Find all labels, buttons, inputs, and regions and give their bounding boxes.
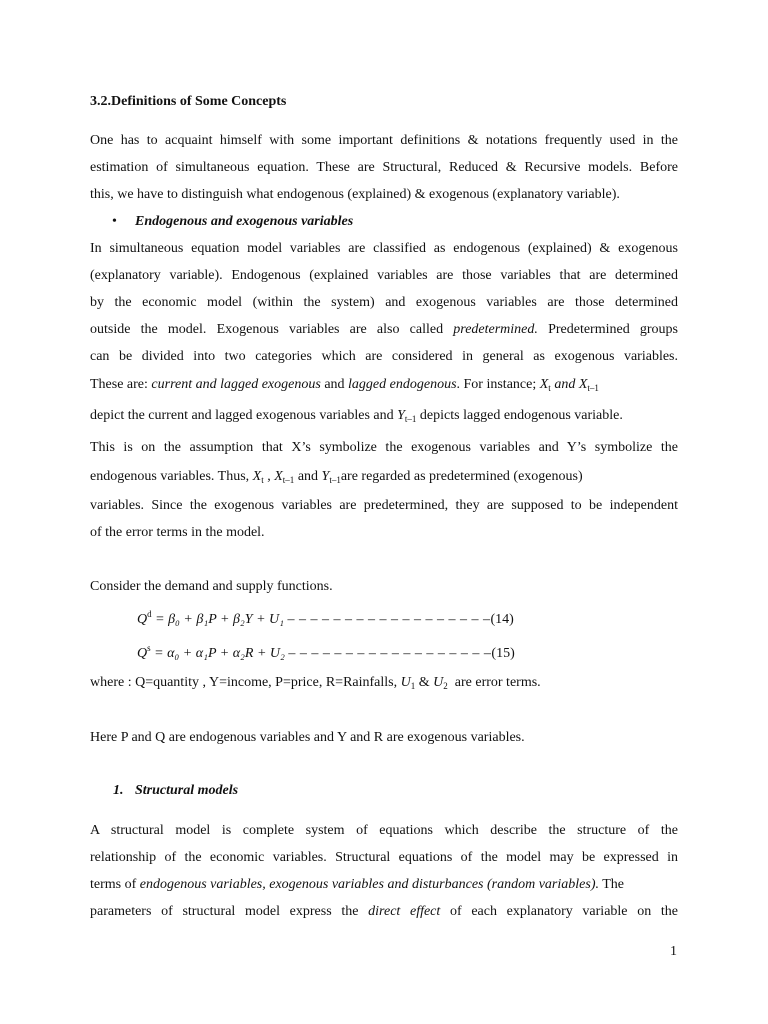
- para2-line-10: variables. Since the exogenous variables are predetermined, they are supposed to be independent: [90, 498, 678, 513]
- para2-line-6: These are: current and lagged exogenous and lagged endogenous. For instance; $X_t$ and $X_{t-1}$: [90, 377, 599, 393]
- para3-line-2: relationship of the economic variables. Structural equations of the model may be expressed in: [90, 850, 678, 865]
- here-line: Here P and Q are endogenous variables and Y and R are exogenous variables.: [90, 730, 525, 745]
- section1-title: Structural models: [135, 783, 239, 798]
- para2-line-9: endogenous variables. Thus, $X_t$ , $X_{t-1}$ and $Y_{t-1}are$ regarded as predetermined (exogenous): [90, 469, 583, 485]
- equation-14: $Q^d = \beta_0 + \beta_1P + \beta_2Y + U_1$ – – – – – – – – – – – – – – – – – –(14): [137, 609, 514, 627]
- intro-line-3: this, we have to distinguish what endogenous (explained) & exogenous (explanatory variable).: [90, 187, 620, 202]
- para2-line-8: This is on the assumption that X’s symbolize the exogenous variables and Y’s symbolize the: [90, 440, 678, 455]
- bullet-icon: •: [112, 214, 117, 229]
- para2-line-5: can be divided into two categories which are considered in general as exogenous variables.: [90, 349, 678, 364]
- section-heading: 3.2.Definitions of Some Concepts: [90, 94, 287, 109]
- intro-line-1: One has to acquaint himself with some important definitions & notations frequently used in the: [90, 133, 678, 148]
- para2-line-4: outside the model. Exogenous variables are also called predetermined. Predetermined groups: [90, 322, 678, 337]
- section1-number: 1.: [113, 783, 124, 798]
- where-line: where : Q=quantity , Y=income, P=price, R=Rainfalls, $U_1$ & $U_2$ are error terms.: [90, 675, 541, 691]
- para3-line-3: terms of endogenous variables, exogenous variables and disturbances (random variables). The: [90, 877, 624, 892]
- para2-line-3: by the economic model (within the system) and exogenous variables are those determined: [90, 295, 678, 310]
- page-number: 1: [670, 944, 677, 959]
- para2-line-11: of the error terms in the model.: [90, 525, 265, 540]
- para2-line-1: In simultaneous equation model variables are classified as endogenous (explained) & exogenous: [90, 241, 678, 256]
- para2-line-2: (explanatory variable). Endogenous (explained variables are those variables that are determined: [90, 268, 678, 283]
- equation-15: $Q^s = \alpha_0 + \alpha_1P + \alpha_2R + U_2$ – – – – – – – – – – – – – – – – – –(15): [137, 643, 515, 661]
- para3-line-1: A structural model is complete system of equations which describe the structure of the: [90, 823, 678, 838]
- intro-line-2: estimation of simultaneous equation. These are Structural, Reduced & Recursive models. Before: [90, 160, 678, 175]
- consider-line: Consider the demand and supply functions.: [90, 579, 333, 594]
- para2-line-7: depict the current and lagged exogenous variables and $Y_{t-1}$ depicts lagged endogenous variable.: [90, 408, 623, 424]
- bullet-heading: Endogenous and exogenous variables: [135, 214, 354, 229]
- para3-line-4: parameters of structural model express the direct effect of each explanatory variable on the: [90, 904, 678, 919]
